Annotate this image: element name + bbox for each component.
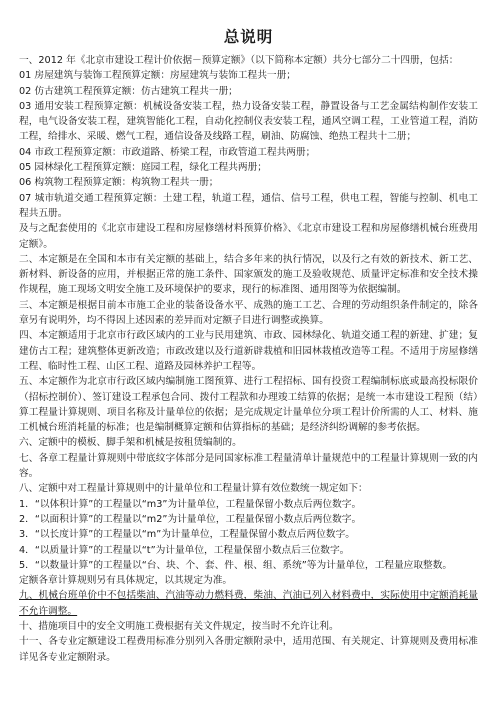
paragraph-section-11: 十一、各专业定额建设工程费用标准分别列入各册定额附录中，适用范围、有关规定、计算规则及费用标准详见各专业定额附录。 bbox=[19, 636, 478, 663]
paragraph-volume-01: 01 房屋建筑与装饰工程预算定额：房屋建筑与装饰工程共一册； bbox=[19, 70, 296, 82]
paragraph-volume-04: 04 市政工程预算定额：市政道路、桥梁工程，市政管道工程共两册； bbox=[19, 146, 316, 158]
paragraph-rule-volume: 1．“以体积计算”的工程量以“m3”为计量单位，工程量保留小数点后两位数字。 bbox=[19, 498, 362, 510]
paragraph-section-5: 五、本定额作为北京市行政区域内编制施工图预算、进行工程招标、国有投资工程编制标底或最高投标限价（招标控制价）、签订建设工程承包合同、拨付工程款和办理竣工结算的依据；是统一本市建设工程预（结）算工程量计算规则、项目名称及计量单位的依据；是完成规定计量单位分项工程计价所需的人工、材料、施工机械台班消耗量的标准；也是编制概算定额和估算指标的基础；是经济纠纷调解的参考依据。 bbox=[19, 376, 478, 434]
paragraph-rule-note: 定额各章计算规则另有具体规定，以其规定为准。 bbox=[19, 575, 233, 587]
paragraph-rule-area: 2．“以面积计算”的工程量以“m2”为计量单位，工程量保留小数点后两位数字。 bbox=[19, 513, 362, 525]
paragraph-section-6: 六、定额中的模板、脚手架和机械是按租赁编制的。 bbox=[19, 437, 242, 449]
paragraph-volume-06: 06 构筑物工程预算定额：构筑物工程共一册； bbox=[19, 177, 219, 189]
document-body bbox=[19, 53, 478, 665]
paragraph-rule-length: 3．“以长度计算”的工程量以“m”为计量单位，工程量保留小数点后两位数字。 bbox=[19, 529, 355, 541]
paragraph-intro: 一、2012 年《北京市建设工程计价依据－预算定额》（以下简称本定额）共分七部分二十四册，包括： bbox=[19, 55, 459, 66]
paragraph-volume-02: 02 仿古建筑工程预算定额：仿古建筑工程共一册； bbox=[19, 85, 238, 97]
paragraph-supporting-docs: 及与之配套使用的《北京市建设工程和房屋修缮材料预算价格》、《北京市建设工程和房屋修缮机械台班费用定额》。 bbox=[19, 223, 478, 250]
paragraph-section-3: 三、本定额是根据目前本市施工企业的装备设备水平、成熟的施工工艺、合理的劳动组织条件制定的，除各章另有说明外，均不得因上述因素的差异而对定额子目进行调整或换算。 bbox=[19, 299, 478, 327]
paragraph-section-9: 九、机械台班单价中不包括柴油、汽油等动力燃料费，柴油、汽油已列入材料费中，实际使用中定额消耗量不允许调整。 bbox=[19, 590, 478, 617]
paragraph-volume-03: 03 通用安装工程预算定额：机械设备安装工程，热力设备安装工程，静置设备与工艺金属结构制作安装工程，电气设备安装工程，建筑智能化工程，自动化控制仪表安装工程，通风空调工程，工业管道工程，消防工程，给排水、采暖、燃气工程，通信设备及线路工程，刷油、防腐蚀、绝热工程共十二册； bbox=[19, 100, 478, 143]
paragraph-section-2: 二、本定额是在全国和本市有关定额的基础上，结合多年来的执行情况，以及行之有效的新技术、新工艺、新材料、新设备的应用，并根据正常的施工条件、国家颁发的施工及验收规范、质量评定标准和安全技术操作规程，施工现场文明安全施工及环境保护的要求，现行的标准图、通用图等为依据编制。 bbox=[19, 253, 478, 296]
paragraph-rule-quantity: 5．“以数量计算”的工程量以“台、块、个、套、件、根、组、系统”等为计量单位，工程量应取整数。 bbox=[19, 559, 453, 571]
paragraph-rule-mass: 4．“以质量计算”的工程量以“t”为计量单位，工程量保留小数点后三位数字。 bbox=[19, 544, 350, 556]
paragraph-section-7: 七、各章工程量计算规则中带底纹字体部分是同国家标准工程量清单计量规范中的工程量计算规则一致的内容。 bbox=[19, 452, 478, 480]
paragraph-section-10: 十、措施项目中的安全文明施工费根据有关文件规定，按当时不允许让利。 bbox=[19, 620, 339, 632]
paragraph-volume-05: 05 园林绿化工程预算定额：庭园工程，绿化工程共两册； bbox=[19, 162, 267, 174]
paragraph-section-4: 四、本定额适用于北京市行政区域内的工业与民用建筑、市政、园林绿化、轨道交通工程的新建、扩建；复建仿古工程；建筑整体更新改造；市政改建以及行道新辟栽植和旧园林栽植改造等工程。不适用于房屋修缮工程、临时性工程、山区工程、道路及园林养护工程等。 bbox=[19, 330, 478, 372]
paragraph-volume-07: 07 城市轨道交通工程预算定额：土建工程，轨道工程，通信、信号工程，供电工程，智能与控制、机电工程共五册。 bbox=[19, 192, 478, 219]
page-title: 总说明 bbox=[223, 28, 274, 46]
paragraph-section-8: 八、定额中对工程量计算规则中的计量单位和工程量计算有效位数统一规定如下： bbox=[19, 483, 368, 495]
